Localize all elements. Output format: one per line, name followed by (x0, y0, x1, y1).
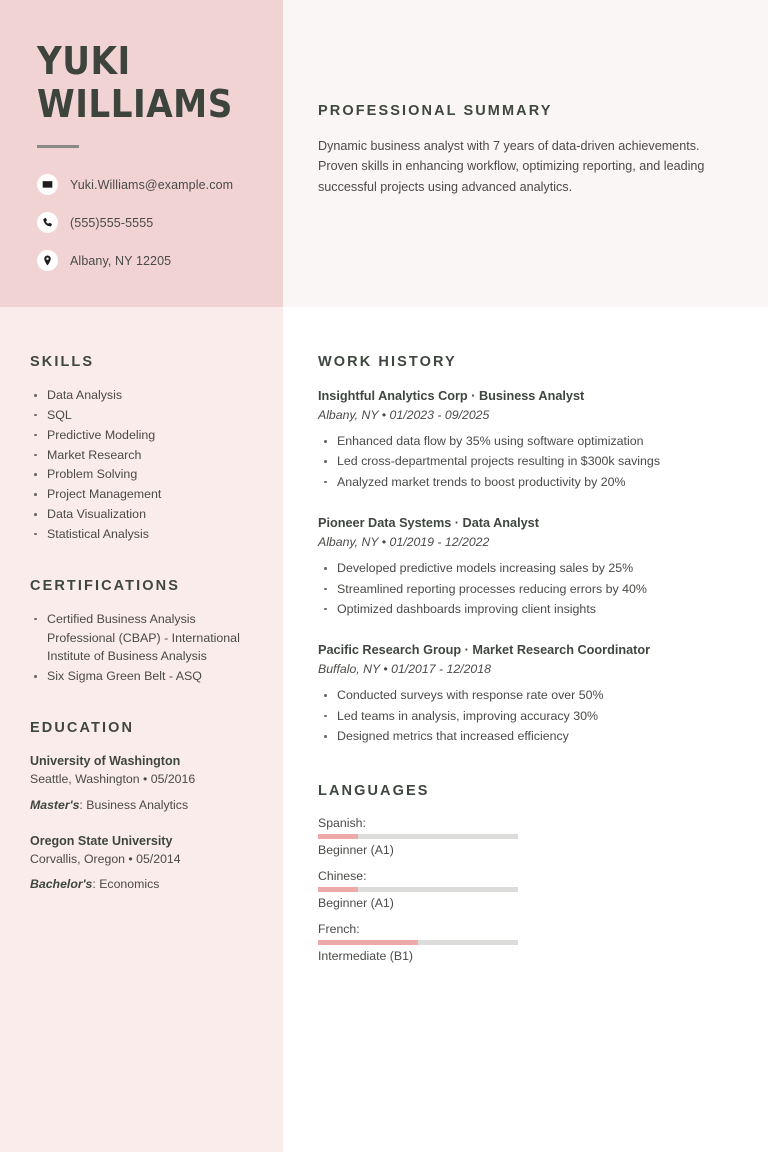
education-degree-label: Bachelor's (30, 877, 93, 892)
first-name: YUKI (37, 39, 131, 83)
education-degree-label: Master's (30, 797, 80, 812)
list-item: Data Visualization (30, 505, 255, 524)
language-item-spanish (318, 816, 518, 857)
job-bullets (318, 432, 728, 492)
list-item: Enhanced data flow by 35% using software optimization (318, 432, 728, 451)
education-degree-field: Economics (99, 877, 160, 892)
education-degree-field: Business Analytics (86, 797, 189, 812)
certifications-list (30, 610, 255, 686)
work-history-heading: WORK HISTORY (318, 354, 457, 370)
contact-item-phone[interactable] (37, 212, 253, 233)
language-item-french (318, 922, 518, 963)
list-item: Led cross-departmental projects resulting in $300k savings (318, 452, 728, 471)
list-item: Six Sigma Green Belt - ASQ (30, 667, 255, 686)
list-item: Optimized dashboards improving client insights (318, 600, 728, 619)
phone-icon (37, 212, 58, 233)
skills-list (30, 386, 255, 544)
education-section (30, 720, 255, 894)
job-title: Insightful Analytics Corp · Business Analyst (318, 389, 585, 403)
job-title: Pacific Research Group · Market Research Coordinator (318, 643, 651, 658)
language-proficiency-fill (318, 887, 358, 892)
list-item: Led teams in analysis, improving accuracy 30% (318, 707, 728, 726)
education-degree (30, 876, 255, 894)
language-item-chinese (318, 869, 518, 910)
job-entry (318, 387, 728, 492)
language-proficiency-fill (318, 834, 358, 839)
languages-grid (318, 816, 728, 975)
education-heading: EDUCATION (30, 720, 135, 737)
language-name: Chinese: (318, 869, 367, 884)
summary-section (283, 0, 768, 307)
language-level: Beginner (A1) (318, 896, 394, 911)
list-item: Streamlined reporting processes reducing errors by 40% (318, 580, 728, 599)
education-meta: Seattle, Washington • 05/2016 (30, 772, 196, 787)
list-item: Data Analysis (30, 386, 255, 405)
skills-heading: SKILLS (30, 354, 95, 370)
education-entry (30, 832, 255, 894)
contact-item-location[interactable] (37, 250, 253, 271)
contact-list (37, 174, 253, 271)
language-level: Intermediate (B1) (318, 949, 414, 964)
summary-text: Dynamic business analyst with 7 years of data-driven achievements. Proven skills in enhancing workflow, optimizing reporting, and leading successful projects using advanced analytics. (318, 139, 705, 194)
main-sections (283, 307, 768, 975)
job-entry (318, 641, 728, 746)
education-degree-separator: : (79, 797, 87, 812)
sidebar (0, 0, 283, 1152)
envelope-icon (37, 174, 58, 195)
main-column (283, 0, 768, 1152)
list-item: Analyzed market trends to boost productivity by 20% (318, 473, 728, 492)
job-bullets (318, 686, 728, 746)
job-meta: Buffalo, NY • 01/2017 - 12/2018 (318, 662, 491, 677)
education-school: University of Washington (30, 754, 181, 769)
list-item: Problem Solving (30, 465, 255, 484)
list-item: Developed predictive models increasing sales by 25% (318, 559, 728, 578)
sidebar-sections (0, 307, 283, 894)
job-meta: Albany, NY • 01/2023 - 09/2025 (318, 408, 490, 423)
job-title: Pioneer Data Systems · Data Analyst (318, 516, 539, 531)
certifications-section (30, 578, 255, 686)
summary-heading: PROFESSIONAL SUMMARY (318, 103, 553, 119)
language-proficiency-bar (318, 834, 518, 839)
education-degree (30, 797, 255, 815)
location-text: Albany, NY 12205 (70, 253, 172, 268)
list-item: Conducted surveys with response rate over 50% (318, 686, 728, 705)
languages-section (318, 783, 728, 975)
education-meta: Corvallis, Oregon • 05/2014 (30, 851, 181, 866)
name-header-block (0, 0, 283, 307)
education-degree-separator: : (92, 877, 100, 892)
list-item: Predictive Modeling (30, 426, 255, 445)
list-item: Statistical Analysis (30, 525, 255, 544)
language-proficiency-bar (318, 940, 518, 945)
languages-heading: LANGUAGES (318, 783, 430, 800)
job-entry (318, 514, 728, 619)
contact-item-email[interactable] (37, 174, 253, 195)
skills-section (30, 354, 255, 544)
list-item: SQL (30, 406, 255, 425)
language-proficiency-fill (318, 940, 418, 945)
list-item: Certified Business Analysis Professional (CBAP) - International Institute of Business Analysis (30, 610, 255, 667)
list-item: Market Research (30, 446, 255, 465)
education-entry (30, 752, 255, 814)
name-divider (37, 145, 79, 148)
language-level: Beginner (A1) (318, 843, 394, 858)
job-bullets (318, 559, 728, 619)
certifications-heading: CERTIFICATIONS (30, 577, 180, 594)
phone-text: (555)555-5555 (70, 215, 154, 230)
list-item: Project Management (30, 485, 255, 504)
email-text: Yuki.Williams@example.com (70, 177, 234, 192)
job-meta: Albany, NY • 01/2019 - 12/2022 (318, 535, 490, 550)
last-name: WILLIAMS (37, 81, 233, 126)
education-school: Oregon State University (30, 833, 173, 848)
list-item: Designed metrics that increased efficiency (318, 727, 728, 746)
work-history-section (318, 354, 728, 746)
map-pin-icon (37, 250, 58, 271)
candidate-name (37, 40, 253, 125)
language-name: Spanish: (318, 816, 366, 831)
language-name: French: (318, 922, 360, 937)
language-proficiency-bar (318, 887, 518, 892)
